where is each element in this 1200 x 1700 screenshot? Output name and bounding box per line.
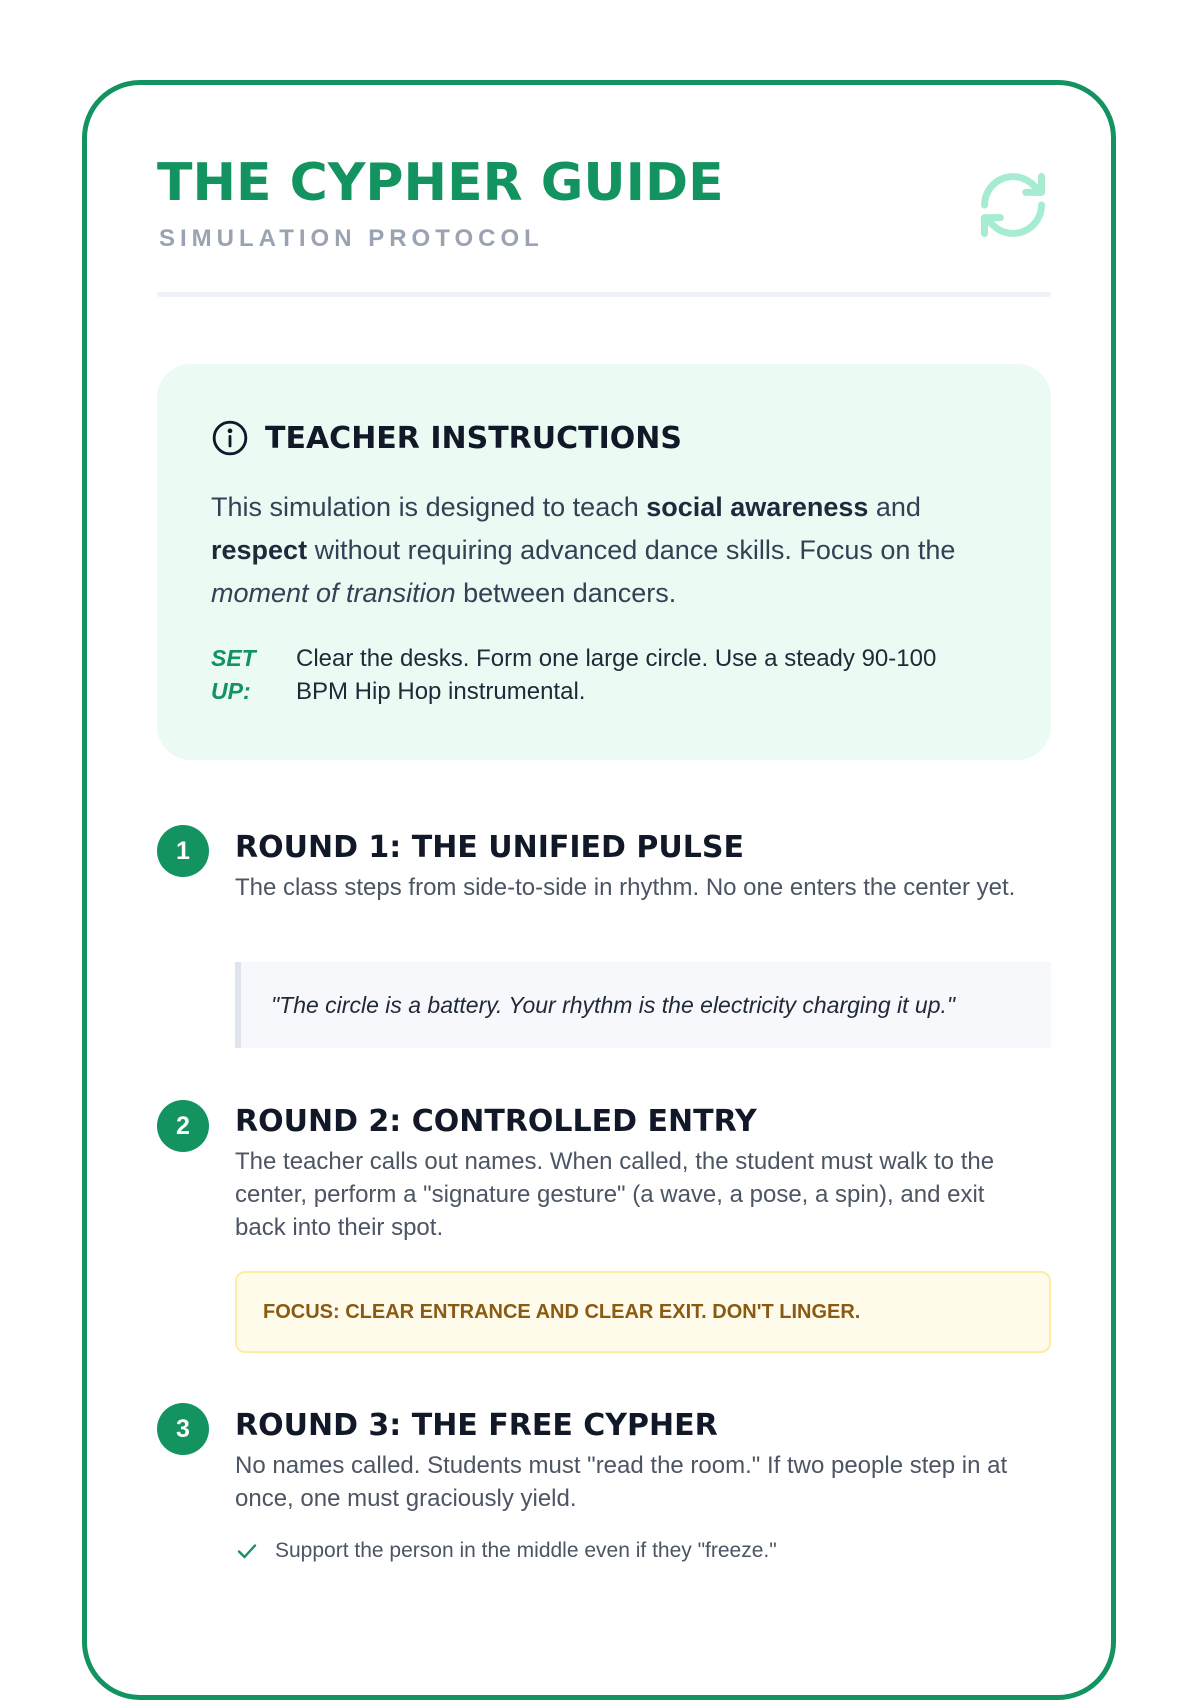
header-divider bbox=[157, 292, 1051, 297]
refresh-button[interactable] bbox=[975, 167, 1051, 243]
round-1-number: 1 bbox=[157, 825, 209, 877]
setup-text: Clear the desks. Form one large circle. Use a steady 90-100 BPM Hip Hop instrumental. bbox=[296, 645, 937, 705]
setup-label: SET UP: bbox=[211, 645, 256, 704]
bold-respect: respect bbox=[211, 535, 308, 565]
page-subtitle: SIMULATION PROTOCOL bbox=[159, 225, 544, 252]
page-title: THE CYPHER GUIDE bbox=[157, 153, 724, 213]
round-3-number: 3 bbox=[157, 1403, 209, 1455]
bold-social-awareness: social awareness bbox=[646, 492, 869, 522]
round-1-description: The class steps from side-to-side in rhythm. No one enters the center yet. bbox=[235, 874, 1016, 901]
instructions-title: TEACHER INSTRUCTIONS bbox=[265, 420, 682, 456]
checklist-item-text: Support the person in the middle even if they "freeze." bbox=[275, 1539, 777, 1562]
teacher-instructions-panel bbox=[157, 364, 1051, 760]
instructions-heading bbox=[211, 419, 682, 457]
round-2-title: ROUND 2: CONTROLLED ENTRY bbox=[235, 1104, 757, 1139]
round-3-description: No names called. Students must "read the room." If two people step in at once, one must graciously yield. bbox=[235, 1452, 1008, 1512]
round-3-checklist-item bbox=[235, 1539, 777, 1563]
round-3-title: ROUND 3: THE FREE CYPHER bbox=[235, 1408, 718, 1443]
round-2-number: 2 bbox=[157, 1100, 209, 1152]
guide-card bbox=[82, 80, 1116, 1700]
round-1-quote: "The circle is a battery. Your rhythm is the electricity charging it up." bbox=[235, 962, 1051, 1048]
instructions-text: This simulation is designed to teach social awareness and respect without requiring advanced dance skills. Focus on the moment of transition between dancers. bbox=[211, 492, 956, 608]
round-2-focus-callout: FOCUS: CLEAR ENTRANCE AND CLEAR EXIT. DON'T LINGER. bbox=[235, 1271, 1051, 1353]
info-icon bbox=[211, 419, 249, 457]
check-icon bbox=[235, 1539, 259, 1563]
round-1-title: ROUND 1: THE UNIFIED PULSE bbox=[235, 830, 744, 865]
round-2-description: The teacher calls out names. When called, the student must walk to the center, perform a "signature gesture" (a wave, a pose, a spin), and exit back into their spot. bbox=[235, 1148, 995, 1241]
italic-transition: moment of transition bbox=[211, 578, 456, 608]
refresh-icon bbox=[975, 167, 1051, 243]
